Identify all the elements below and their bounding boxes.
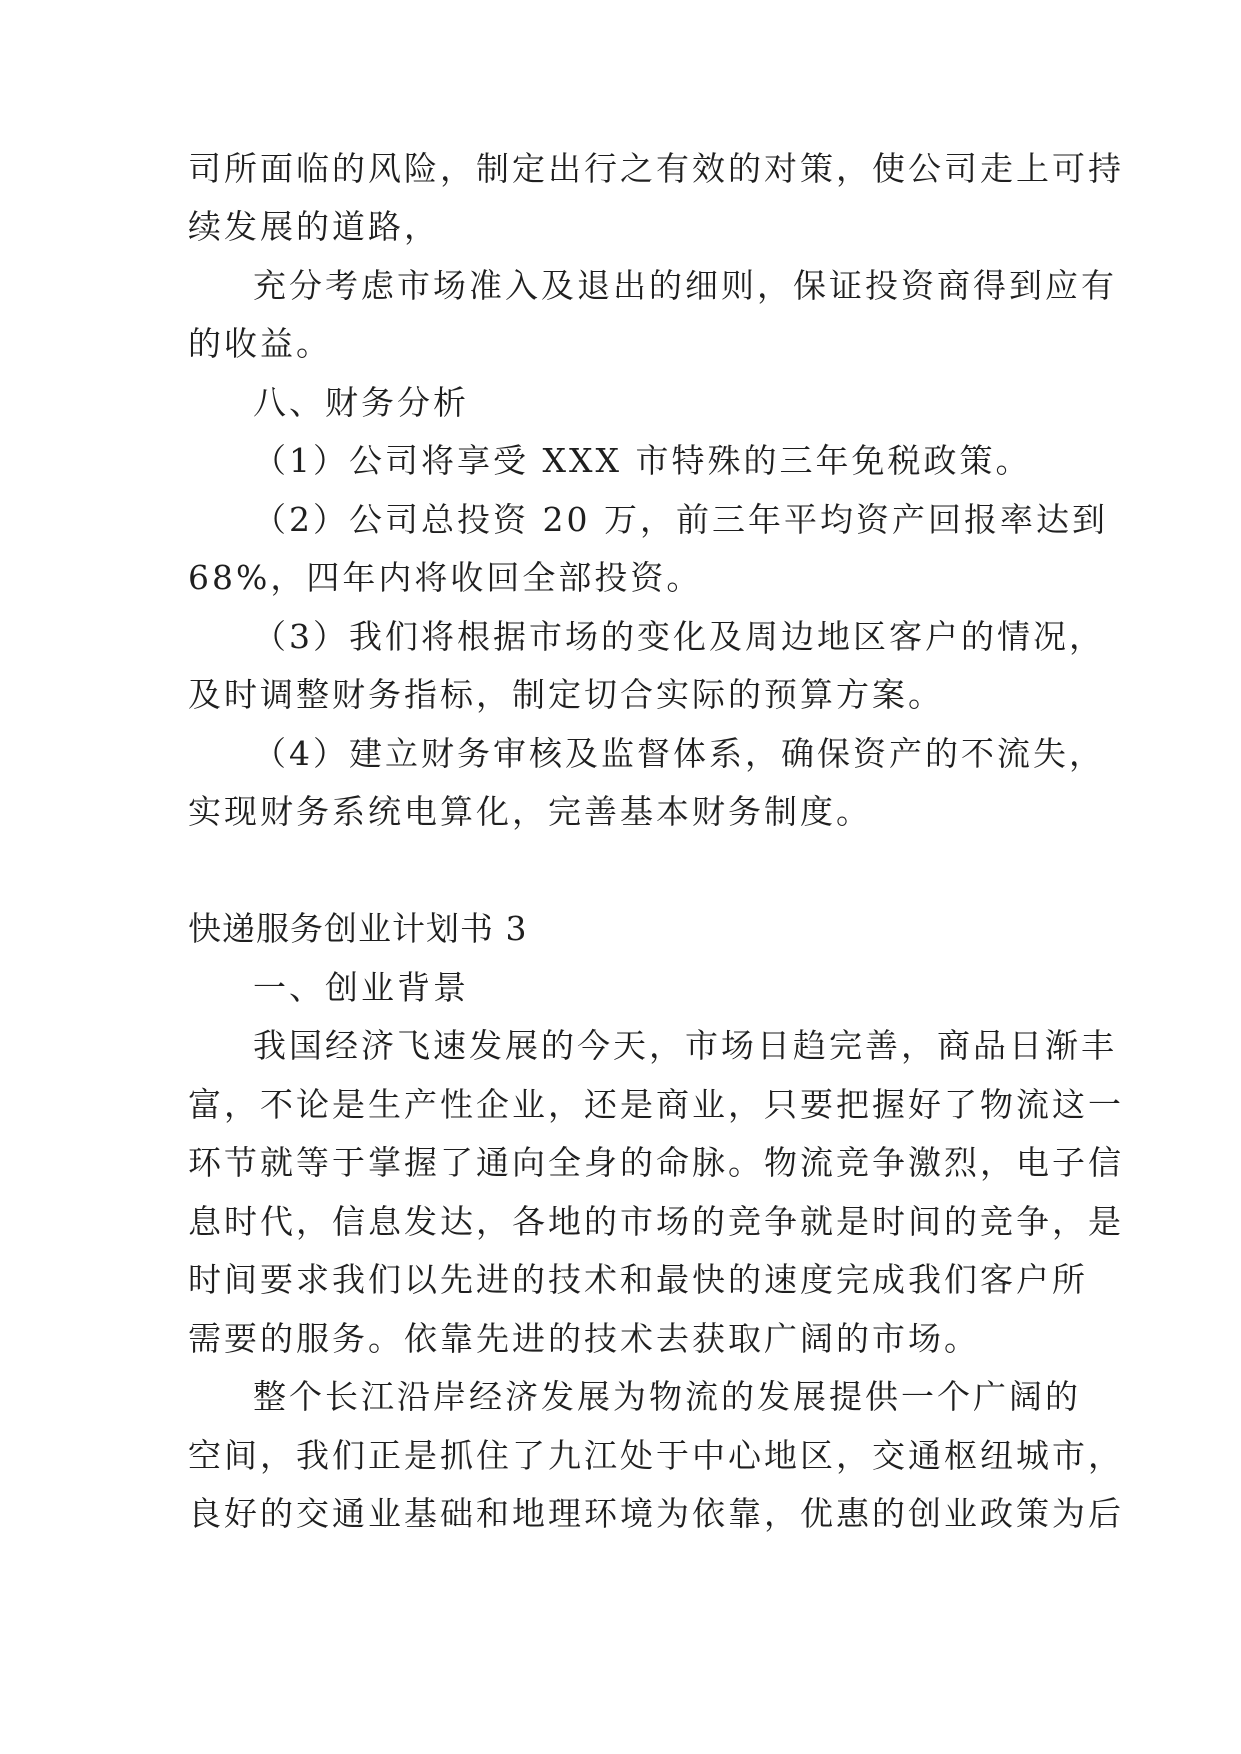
paragraph-first-line: 充分考虑市场准入及退出的细则，保证投资商得到应有 [253,266,1117,305]
section-heading: 八、财务分析 [253,383,469,422]
body-text-line: 需要的服务。依靠先进的技术去获取广阔的市场。 [188,1319,980,1358]
body-text-line: 的收益。 [188,324,332,363]
list-item-1: （1）公司将享受 XXX 市特殊的三年免税政策。 [253,441,1032,480]
paragraph-first-line: 整个长江沿岸经济发展为物流的发展提供一个广阔的 [253,1377,1081,1416]
list-item-3-continuation: 及时调整财务指标，制定切合实际的预算方案。 [188,675,944,714]
body-text-line: 环节就等于掌握了通向全身的命脉。物流竞争激烈，电子信 [188,1143,1124,1182]
body-text-line: 良好的交通业基础和地理环境为依靠，优惠的创业政策为后 [188,1494,1124,1533]
body-text-line: 时间要求我们以先进的技术和最快的速度完成我们客户所 [188,1260,1088,1299]
body-text-line: 司所面临的风险，制定出行之有效的对策，使公司走上可持 [188,149,1124,188]
body-text-line: 息时代，信息发达，各地的市场的竞争就是时间的竞争，是 [188,1202,1124,1241]
list-item-4-continuation: 实现财务系统电算化，完善基本财务制度。 [188,792,872,831]
list-item-2-continuation: 68%，四年内将收回全部投资。 [188,558,703,597]
body-text-line: 富，不论是生产性企业，还是商业，只要把握好了物流这一 [188,1085,1124,1124]
paragraph-first-line: 我国经济飞速发展的今天，市场日趋完善，商品日渐丰 [253,1026,1117,1065]
list-item-4: （4）建立财务审核及监督体系，确保资产的不流失， [253,734,1105,773]
list-item-3: （3）我们将根据市场的变化及周边地区客户的情况， [253,617,1105,656]
body-text-line: 续发展的道路， [188,207,440,246]
body-text-line: 空间，我们正是抓住了九江处于中心地区，交通枢纽城市， [188,1436,1124,1475]
list-item-2: （2）公司总投资 20 万，前三年平均资产回报率达到 [253,500,1108,539]
document-title: 快递服务创业计划书 3 [188,909,528,948]
section-heading: 一、创业背景 [253,968,469,1007]
